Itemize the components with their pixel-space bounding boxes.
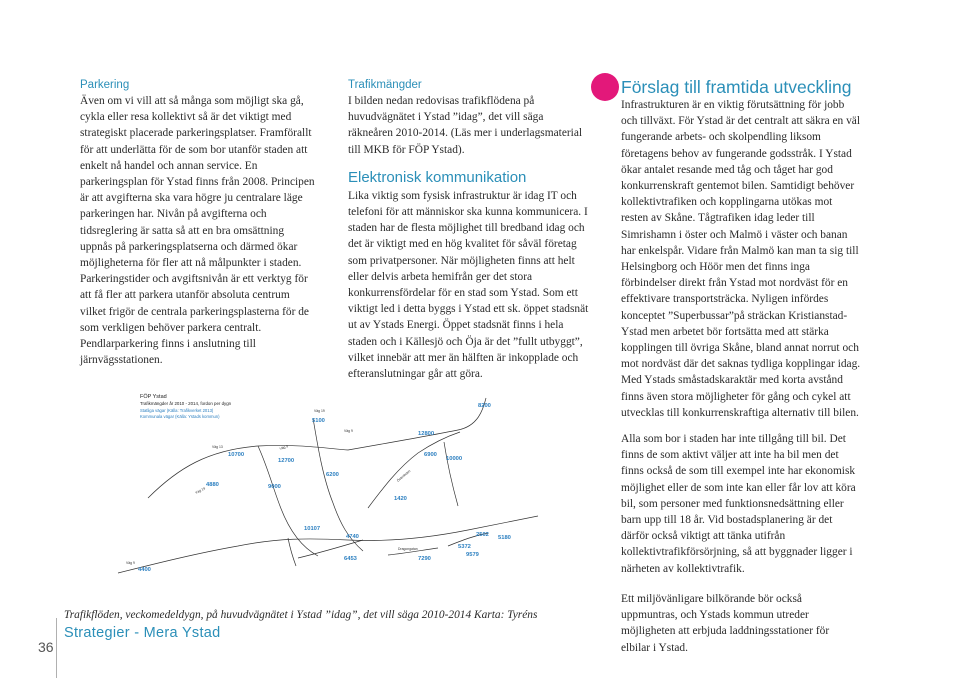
map-value: 5180 [498,535,511,541]
trafikmangder-paragraph: I bilden nedan redovisas trafikflödena på huvudvägnätet i Ystad ”idag”, det vill säga räkneåren 2010-2014. (Läs mer i underlagsmaterial till MKB för FÖP Ystad). [348,95,583,156]
road-label: Väg 9 [126,561,135,565]
section-bullet-icon [591,73,619,101]
map-value: 6453 [344,556,357,562]
map-value: 1420 [394,496,407,502]
map-value: 12800 [418,431,435,437]
map-value: 5100 [312,418,325,424]
map-caption: Trafikflöden, veckomedeldygn, på huvudvägnätet i Ystad ”idag”, det vill säga 2010-2014 Karta: Tyréns [64,609,538,622]
forslag-paragraph-3: Ett miljövänligare bilkörande bör också uppmuntras, och Ystads kommun utreder möjligheten att erbjuda laddningsstationer för elbilar i Ystad. [621,592,830,654]
map-value: 4880 [206,482,219,488]
map-value: 6200 [326,472,339,478]
road-label: Dragongatan [398,547,418,551]
forslag-paragraph-1: Infrastrukturen är en viktig förutsättning för jobb och tillväxt. För Ystad är det centralt att säkra en väl fungerande arbets- och skolpendling liksom företagens behov av fungerande godsstråk. I Ystad ökar antalet resande med tåg och tåget har god konkurrenskraft gentemot bilen. Samtidigt behöver kollektivtrafiken och kopplingarna utökas mot resten av Skåne. Tågtrafiken idag leder till Simrishamn i öster och Malmö i väster och banan har enkelspår. Vidare från Malmö kan man ta sig till Helsingborg och Höör men det finns inga förbindelser direkt från Ystad mot nordväst för en effektivare transportsträcka. Nyligen infördes konceptet ”Superbussar”på sträckan Kristianstad-Ystad men arbetet bör fortsätta med att stärka kopplingen till övriga Skåne, bland annat norrut och mot nordväst där det saknas tydliga kopplingar idag. Med Ystads småstadskaraktär med korta avstånd finns även stora möjligheter för gång och cykel att utvecklas till konkurrenskraftiga alternativ till bilen. [621,99,861,419]
traffic-map [108,388,550,583]
road-label: Väg 19 [194,486,206,495]
map-value: 6900 [424,452,437,458]
page-number: 36 [38,639,54,655]
forslag-heading: Förslag till framtida utveckling [621,77,852,97]
footer-section-title: Strategier - Mera Ystad [64,625,221,641]
map-value: 2502 [476,532,489,538]
parkering-heading: Parkering [80,79,130,91]
map-value: 10700 [228,452,245,458]
parkering-section [80,77,318,368]
legend-municipal-roads: Kommunala vägar (Källa: Ystads kommun) [140,414,220,419]
map-value: 5372 [458,544,471,550]
map-value: 10107 [304,526,321,532]
parkering-paragraph: Även om vi vill att så många som möjligt ska gå, cykla eller resa kollektivt så är det viktigt med strategiskt placerade parkeringsplatser. Framförallt för att underlätta för de som bor utanför staden att enkelt nå handel och annan service. En parkeringsplan för Ystad finns från 2008. Principen är att avgifterna ska vara högre ju centralare läge parkeringen har. Nivån på avgifterna och tidsreglering är satta så att en bra omsättning uppnås på parkeringsplatserna och därmed ökar möjligheterna för fler att nå målpunkter i staden. Parkeringstider och avgiftsnivån är ett verktyg för att få fler att parkera utanför absoluta centrum vilket frigör de centrala parkeringsplasterna för de som verkligen behöver parkera centralt. Pendlarparkering finns i anslutning till järnvägsstationen. [80,95,315,367]
elektronisk-paragraph: Lika viktig som fysisk infrastruktur är idag IT och telefoni för att människor ska kunna kommunicera. I staden har de flesta möjlighet till bredband idag och det är viktigt med en hög kvalitet för såväl företag som privatpersoner. När möjligheten finns att helt eller delvis arbeta hemifrån ger det stora konkurrensfördelar för en stad som Ystad. Som ett viktigt led i detta byggs i Ystad ett sk. öppet stadsnät ut av Ystads Energi. Öppet stadsnät finns i hela staden och i Källesjö och Öja är det ”fullt utbyggt”, vilket innebär att mer än hälften är inkopplade och efteranslutningar går att göra. [348,189,589,381]
map-value: 9000 [268,484,281,490]
forslag-section [621,77,861,656]
legend-title: FÖP Ystad [140,394,167,400]
legend-state-roads: Statliga vägar (Källa: Trafikverket 2013) [140,408,214,413]
legend-subtitle: Trafikmängder år 2010 - 2014, fordon per dygn [140,401,232,406]
map-value: 4740 [346,534,359,540]
forslag-paragraph-2: Alla som bor i staden har inte tillgång till bil. Det finns de som aktivt väljer att inte ha bil men det finns också de som till exempel inte har ekonomisk möjlighet eller de som inte kan eller får lov att köra bil, som personer med funktionsnedsättning eller barn upp till 18 år. Vid bostadsplanering är det därför också viktigt att tänka utifrån kollektivtrafikförsörjning, så att byggnader ligger i närheten av kollektivtrafik. [621,433,856,575]
road-label: Väg 9 [344,429,353,433]
elektronisk-heading: Elektronisk kommunikation [348,168,527,186]
map-value: 4400 [138,567,151,573]
road-label: Väg 19 [314,409,325,413]
road-label: Väg 13 [212,445,223,449]
road-network [118,398,538,573]
road-label: Österleden [396,469,412,483]
map-value: 7290 [418,556,431,562]
trafik-section [348,77,590,382]
map-value: 9579 [466,552,479,558]
map-value: 12700 [278,458,295,464]
footer-divider [56,618,57,678]
map-value: 10000 [446,456,463,462]
map-value: 8200 [478,403,491,409]
road-label: Väg 9 [278,444,289,451]
trafikmangder-heading: Trafikmängder [348,79,422,91]
